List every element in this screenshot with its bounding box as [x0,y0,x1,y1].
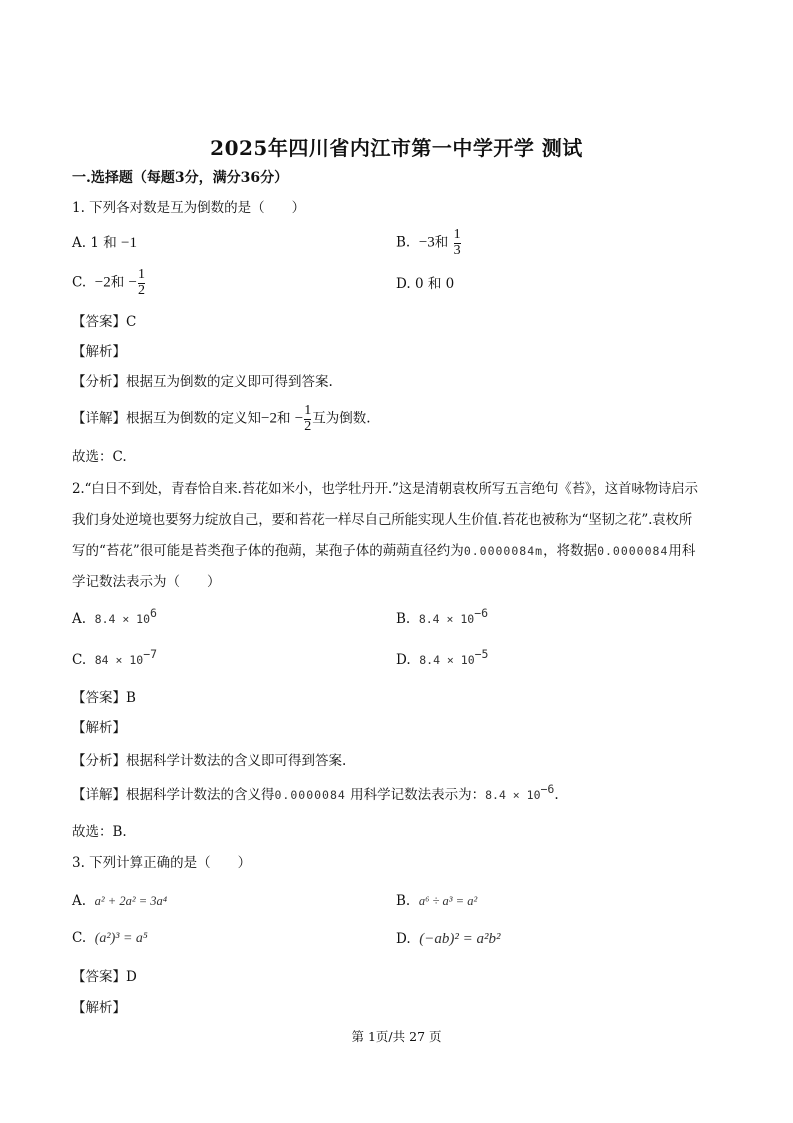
q1-jiexi: 【解析】 [72,344,126,360]
q2-analysis: 【分析】根据科学计数法的含义即可得到答案. [72,753,347,769]
question-2-line-3: 写的“苔花”很可能是苔类孢子体的孢蒴，某孢子体的蒴蒴直径约为0.0000084m，将数据0.0000084用科 [72,543,696,559]
q3-jiexi: 【解析】 [72,1000,126,1016]
q2-answer: 【答案】B [72,690,136,706]
q2-choose: 故选：B. [72,824,127,840]
q1-analysis: 【分析】根据互为倒数的定义即可得到答案. [72,374,333,390]
q1-option-d: D. 0 和 0 [396,276,455,292]
q1-answer: 【答案】C [72,314,137,330]
q2-option-b: B. $8.4 \times 10^{-6}$ [396,606,489,627]
q3-answer: 【答案】D [72,969,137,985]
q1-option-a: A. 1 和 −1 [72,235,137,251]
question-3-stem: 3. 下列计算正确的是（ ） [72,855,252,871]
q2-option-d: D. $8.4 \times 10^{-5}$ [396,647,489,668]
question-2-line-4: 学记数法表示为（ ） [72,574,221,590]
q2-option-a: A. $8.4 \times 10^6$ [72,606,157,627]
q1-option-c: C. −2和 − $\frac{1}{2}$ [72,267,145,298]
section-heading: 一.选择题（每题3分，满分36分） [72,170,289,186]
q3-option-b: B. a⁶ ÷ a³ = a² [396,893,478,909]
q3-option-d: D. (−ab)² = a²b² [396,931,501,947]
page-title: 2025年四川省内江市第一中学开学 测试 [210,136,583,160]
q2-detail: 【详解】根据科学计数法的含义得0.0000084 用科学记数法表示为：$8.4 \times 10^{-6}$. [72,782,559,803]
q3-option-a: A. a² + 2a² = 3a⁴ [72,893,168,909]
question-2-line-2: 我们身处逆境也要努力绽放自己，要和苔花一样尽自己所能实现人生价值.苔花也被称为“坚韧之花”.袁枚所 [72,512,693,528]
q2-option-c: C. $84 \times 10^{-7}$ [72,647,158,668]
question-2-line-1: 2.“白日不到处，青春恰自来.苔花如米小，也学牡丹开.”这是清朝袁枚所写五言绝句《苔》，这首咏物诗启示 [72,481,698,497]
q2-jiexi: 【解析】 [72,720,126,736]
q1-choose: 故选：C. [72,449,127,465]
q1-option-b: B. −3和 $\frac{1}{3}$ [396,227,461,258]
question-1-stem: 1. 下列各对数是互为倒数的是（ ） [72,200,306,216]
page-footer: 第 1页/共 27 页 [351,1029,442,1044]
q1-detail: 【详解】根据互为倒数的定义知−2和 − $\frac{1}{2}$ 互为倒数. [72,403,371,434]
q3-option-c: C. (a²)³ = a⁵ [72,930,148,946]
